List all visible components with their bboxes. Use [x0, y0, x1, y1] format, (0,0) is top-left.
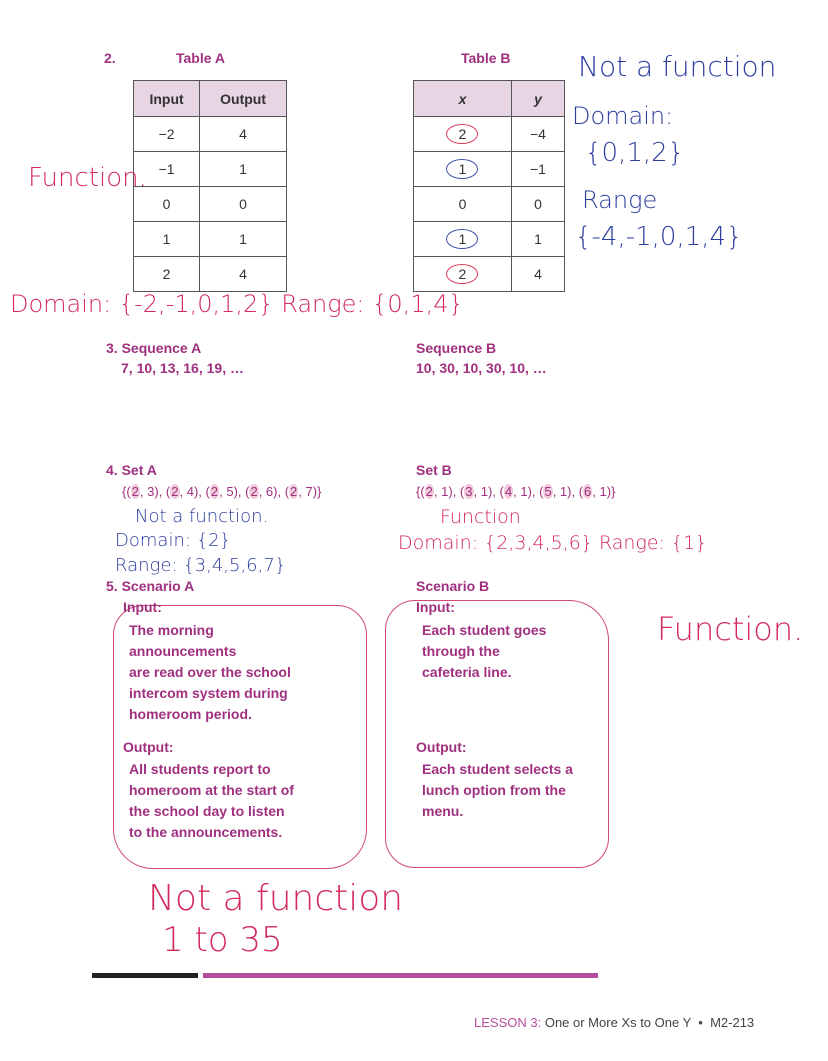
cell: 0 — [511, 187, 564, 222]
handwritten-table-b-domain: {0,1,2} — [585, 138, 685, 168]
table-a — [133, 80, 287, 292]
highlighted-x: 4 — [504, 484, 513, 499]
sequence-b-values: 10, 30, 10, 30, 10, … — [416, 360, 547, 376]
handwritten-table-b-range-label: Range — [582, 186, 658, 214]
highlighted-x: 2 — [290, 484, 298, 499]
handwritten-scenario-b-verdict: Function. — [657, 610, 804, 648]
table-b — [413, 80, 565, 292]
table-b-title: Table B — [461, 50, 511, 66]
table-b-header-x: x — [414, 81, 512, 117]
cell: 4 — [200, 117, 287, 152]
handwritten-set-a-domain: Domain: {2} — [115, 530, 231, 551]
page-footer — [474, 1015, 754, 1030]
scenario-a-output-label: Output: — [123, 739, 174, 755]
sequence-a-values: 7, 10, 13, 16, 19, … — [121, 360, 244, 376]
handwritten-set-a-range: Range: {3,4,5,6,7} — [115, 555, 287, 576]
text-line: lunch option from the — [422, 782, 566, 798]
highlighted-x: 6 — [584, 484, 592, 499]
text-line: homeroom period. — [129, 706, 252, 722]
handwritten-set-b-verdict: Function — [440, 506, 521, 528]
y: 4 — [186, 484, 194, 499]
circled-value: 2 — [446, 264, 478, 284]
y: 3 — [147, 484, 155, 499]
footer-bar-purple — [203, 973, 598, 978]
text-line: Each student selects a — [422, 761, 573, 777]
circled-value: 1 — [446, 229, 478, 249]
cell: 2 — [134, 257, 200, 292]
footer-lesson: LESSON 3: — [474, 1015, 542, 1030]
cell: −1 — [134, 152, 200, 187]
cell: 1 — [200, 152, 287, 187]
highlighted-x: 3 — [465, 484, 473, 499]
text-line: to the announcements. — [129, 824, 283, 840]
y: 1 — [559, 484, 568, 499]
y: 5 — [226, 484, 234, 499]
cell: 1 — [134, 222, 200, 257]
scenario-a-title: 5. Scenario A — [106, 578, 195, 594]
scenario-b-input-text — [422, 620, 546, 683]
scenario-a-input-text — [129, 620, 291, 725]
cell: 0 — [200, 187, 287, 222]
sequence-b-title: Sequence B — [416, 340, 497, 356]
y: 1 — [599, 484, 607, 499]
text-line: cafeteria line. — [422, 664, 512, 680]
handwritten-set-a-verdict: Not a function. — [135, 506, 269, 527]
table-row — [134, 222, 287, 257]
text-line: menu. — [422, 803, 464, 819]
handwritten-scenario-a-note: 1 to 35 — [162, 920, 283, 960]
text-line: intercom system during — [129, 685, 288, 701]
table-row — [414, 152, 565, 187]
table-row — [134, 187, 287, 222]
table-row — [414, 257, 565, 292]
text-line: All students report to — [129, 761, 271, 777]
y: 1 — [520, 484, 528, 499]
cell: 4 — [200, 257, 287, 292]
highlighted-x: 2 — [250, 484, 258, 499]
scenario-a-output-text — [129, 759, 294, 843]
handwritten-table-b-domain-label: Domain: — [572, 102, 674, 130]
cell: −2 — [134, 117, 200, 152]
handwritten-table-a-domain-range: Domain: {-2,-1,0,1,2} Range: {0,1,4} — [10, 290, 464, 318]
set-b-pairs: {(2, 1), (3, 1), (4, 1), (5, 1), (6, 1)} — [416, 484, 616, 499]
cell: 1 — [511, 222, 564, 257]
cell: −4 — [511, 117, 564, 152]
y: 1 — [441, 484, 449, 499]
handwritten-table-b-range: {-4,-1,0,1,4} — [575, 222, 743, 252]
table-a-title: Table A — [176, 50, 226, 66]
text-line: homeroom at the start of — [129, 782, 294, 798]
cell: 0 — [134, 187, 200, 222]
table-b-header-y: y — [511, 81, 564, 117]
handwritten-set-b-domain-range: Domain: {2,3,4,5,6} Range: {1} — [398, 532, 708, 554]
cell: 0 — [414, 187, 512, 222]
table-row — [414, 187, 565, 222]
footer-bar-black — [92, 973, 198, 978]
highlighted-x: 2 — [425, 484, 433, 499]
table-row — [134, 117, 287, 152]
y: 7 — [305, 484, 313, 499]
text-line: The morning — [129, 622, 214, 638]
scenario-b-output-label: Output: — [416, 739, 467, 755]
table-row — [134, 152, 287, 187]
highlighted-x: 5 — [544, 484, 552, 499]
table-a-header-output: Output — [200, 81, 287, 117]
text-line: are read over the school — [129, 664, 291, 680]
problem-2-number: 2. — [104, 50, 116, 66]
handwritten-table-a-verdict: Function. — [28, 163, 147, 193]
handwritten-table-b-verdict: Not a function — [578, 50, 777, 83]
circled-value: 2 — [446, 124, 478, 144]
table-row — [414, 117, 565, 152]
highlighted-x: 2 — [210, 484, 219, 499]
y: 6 — [265, 484, 274, 499]
table-a-header-input: Input — [134, 81, 200, 117]
highlighted-x: 2 — [171, 484, 179, 499]
scenario-a-input-label: Input: — [123, 599, 162, 615]
cell: 4 — [511, 257, 564, 292]
footer-page-number: M2-213 — [710, 1015, 755, 1030]
scenario-b-output-text — [422, 759, 573, 822]
cell: 1 — [200, 222, 287, 257]
text-line: the school day to listen — [129, 803, 285, 819]
set-b-title: Set B — [416, 462, 452, 478]
table-row — [134, 257, 287, 292]
footer-bullet: • — [698, 1015, 703, 1030]
text-line: through the — [422, 643, 500, 659]
handwritten-scenario-a-verdict: Not a function — [148, 878, 404, 919]
footer-lesson-title: One or More Xs to One Y — [544, 1015, 692, 1030]
cell: −1 — [511, 152, 564, 187]
text-line: Each student goes — [422, 622, 547, 638]
scenario-b-title: Scenario B — [416, 578, 490, 594]
circled-value: 1 — [446, 159, 478, 179]
table-row — [414, 222, 565, 257]
text-line: announcements — [129, 643, 237, 659]
sequence-a-title: 3. Sequence A — [106, 340, 202, 356]
set-a-title: 4. Set A — [106, 462, 157, 478]
y: 1 — [480, 484, 488, 499]
scenario-b-input-label: Input: — [416, 599, 455, 615]
set-a-pairs: {(2, 3), (2, 4), (2, 5), (2, 6), (2, 7)} — [122, 484, 322, 499]
highlighted-x: 2 — [131, 484, 139, 499]
